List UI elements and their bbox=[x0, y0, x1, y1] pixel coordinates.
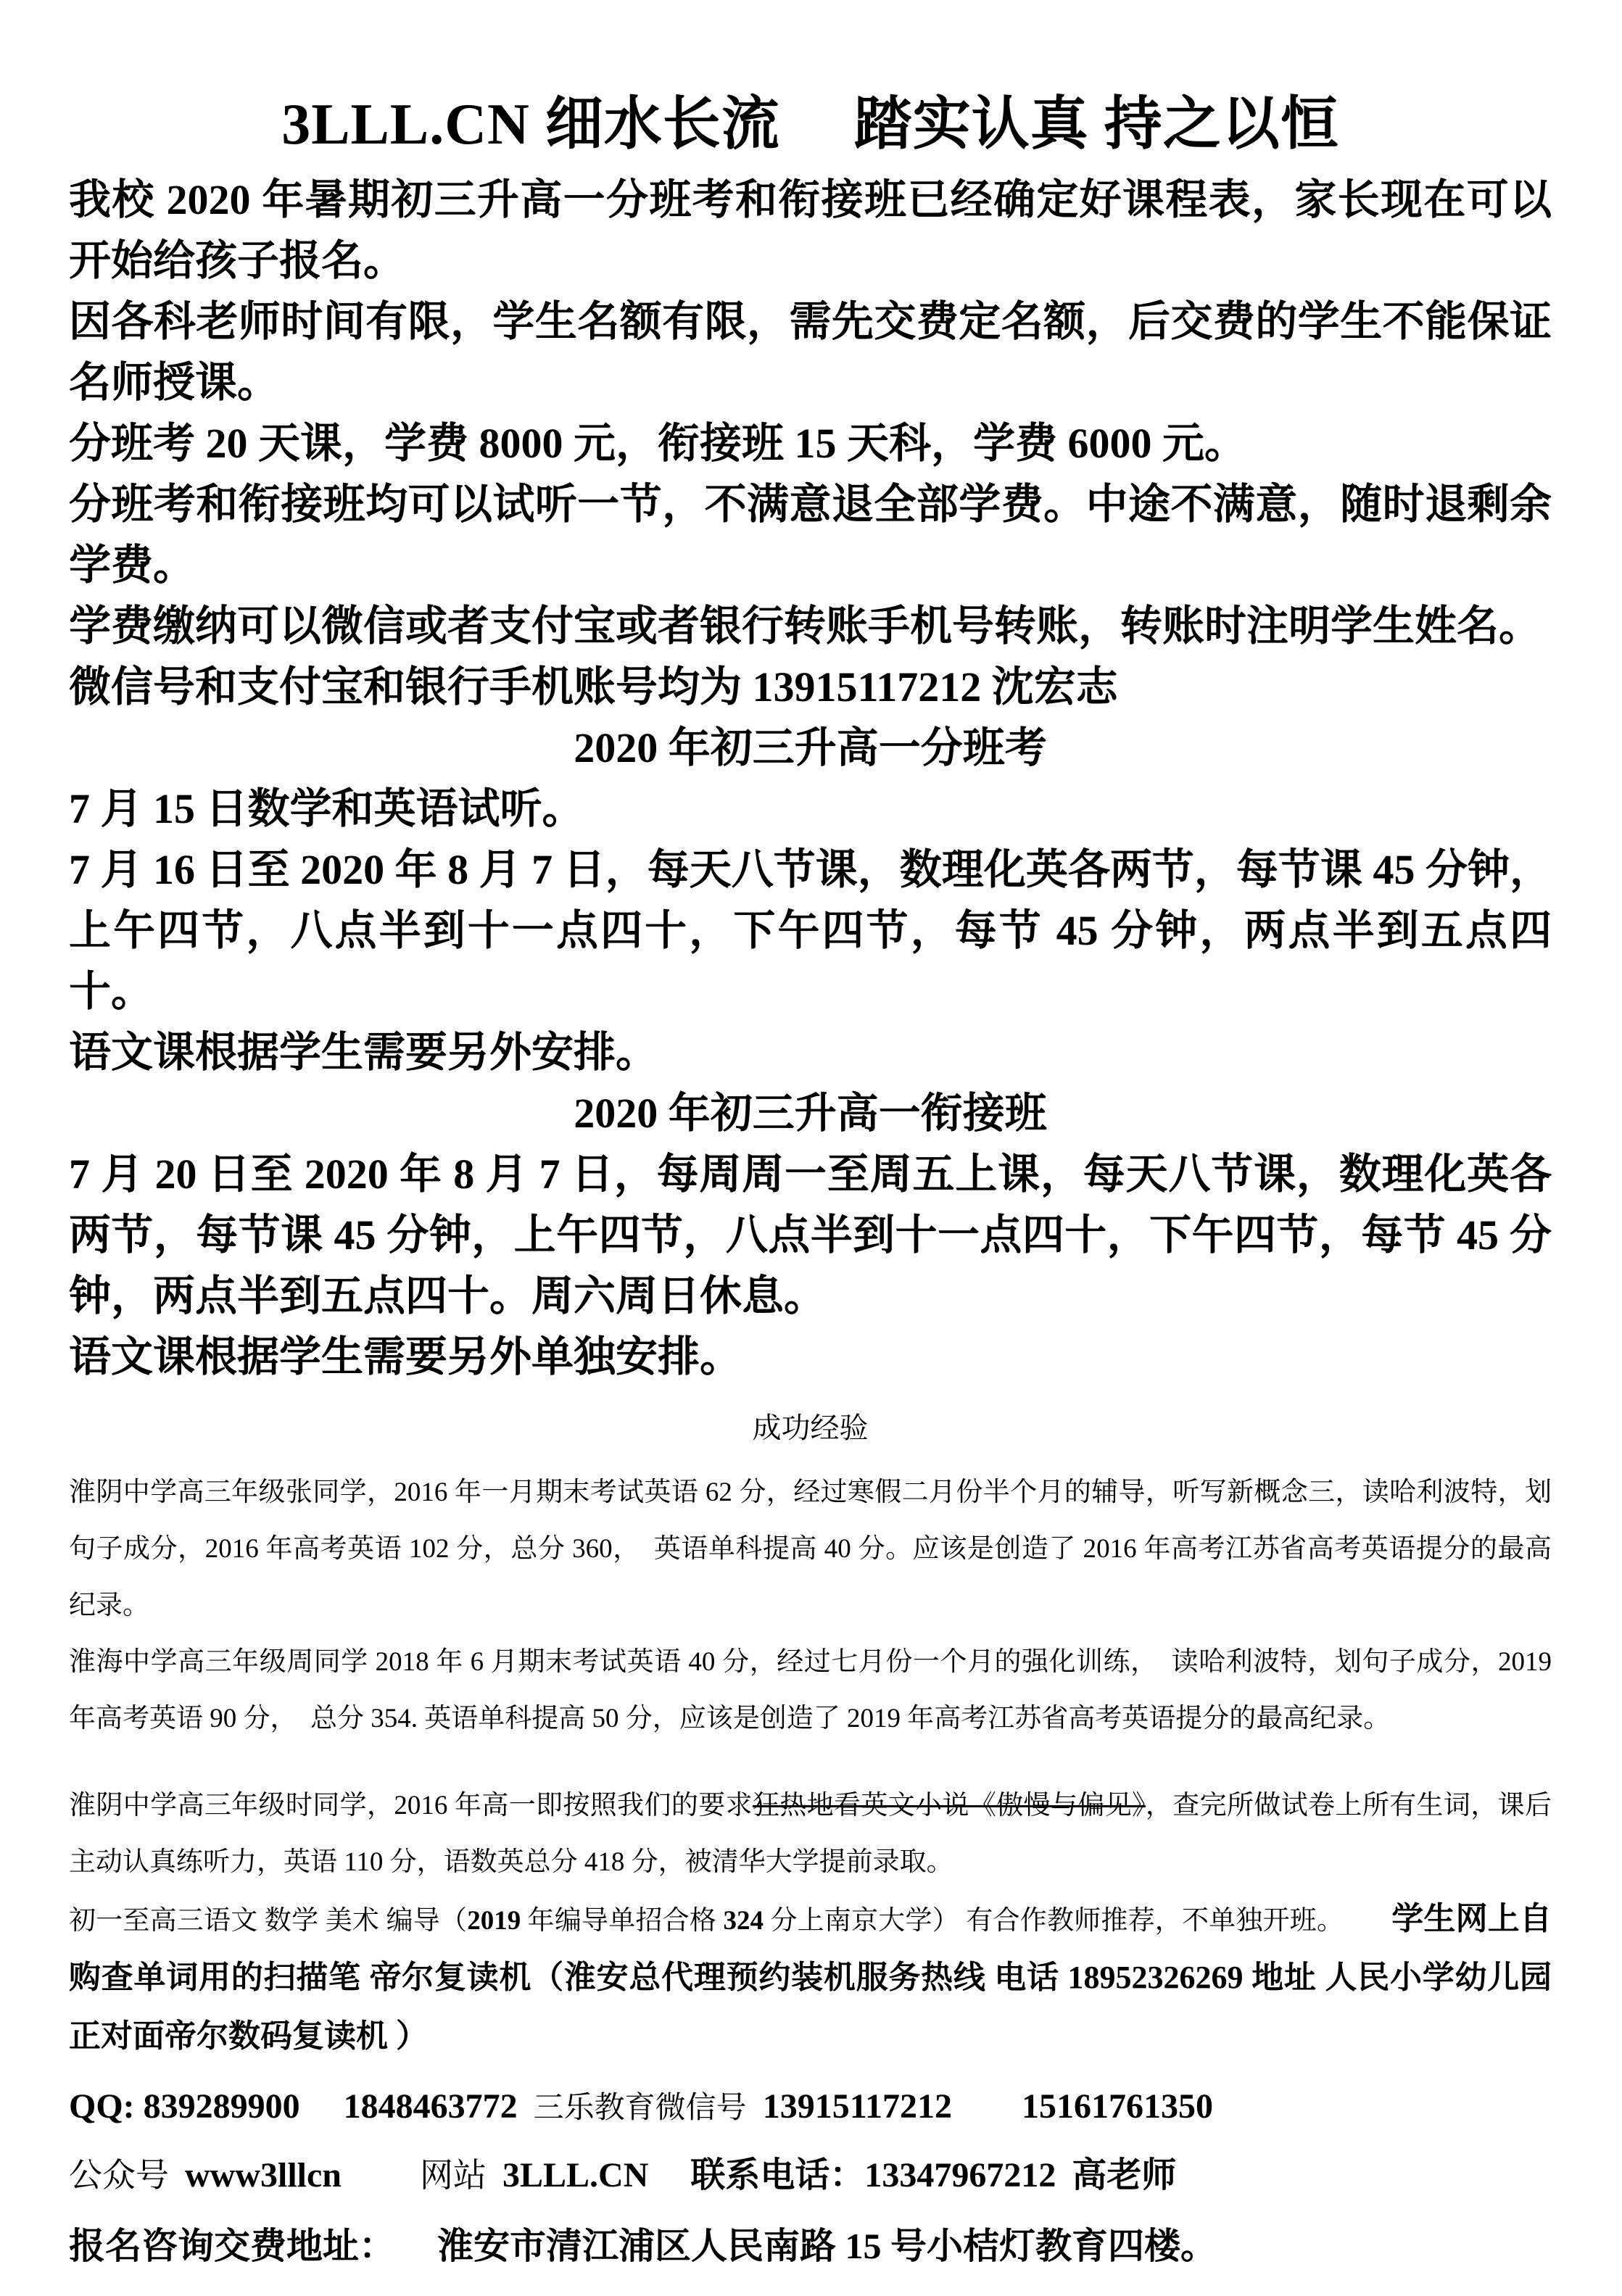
bridge-class-heading: 2020 年初三升高一衔接班 bbox=[574, 1090, 1047, 1137]
courses-year-number: 2019 bbox=[467, 1906, 521, 1936]
success-story-3-strikethrough: 狂热地看英文小说《傲慢与偏见》 bbox=[752, 1791, 1146, 1820]
address-line bbox=[69, 2219, 1552, 2282]
courses-text-2: 年编导单招合格 bbox=[521, 1906, 724, 1936]
website-value: 3LLL.CN bbox=[502, 2156, 649, 2195]
success-story-3-tail: ，查完所做试卷上所有生词，课后主动认真练听力，英语 110 分，语数英总分 418 分，被清华大学提前录取。 bbox=[69, 1791, 1552, 1877]
wechat-label: 三乐教育微信号 bbox=[533, 2090, 747, 2124]
intro-paragraph-1: 我校 2020 年暑期初三升高一分班考和衔接班已经确定好课程表，家长现在可以开始给孩子报名。 bbox=[69, 176, 1552, 284]
courses-score-number: 324 bbox=[723, 1906, 764, 1936]
placement-exam-heading: 2020 年初三升高一分班考 bbox=[574, 724, 1047, 771]
success-story-3-lead: 淮阴中学高三年级时同学，2016 年高一即按照我们的要求 bbox=[69, 1791, 753, 1820]
phone-label: 联系电话： bbox=[690, 2156, 865, 2195]
scanner-pen-notice: 学生网上自购查单词用的扫描笔 帝尔复读机（淮安总代理预约装机服务热线 电话 18952326269 地址 人民小学幼儿园正对面帝尔数码复读机 ） bbox=[69, 1901, 1552, 2054]
placement-paragraph-2: 7 月 16 日至 2020 年 8 月 7 日，每天八节课，数理化英各两节，每节课 45 分钟，上午四节，八点半到十一点四十，下午四节，每节 45 分钟，两点半到五点四十。 bbox=[69, 846, 1552, 1015]
intro-paragraph-4: 分班考和衔接班均可以试听一节，不满意退全部学费。中途不满意，随时退剩余学费。 bbox=[69, 481, 1552, 589]
success-story-3 bbox=[69, 1778, 1552, 1891]
intro-paragraph-3: 分班考 20 天课，学费 8000 元，衔接班 15 天科，学费 6000 元。 bbox=[69, 420, 1247, 467]
success-stories-heading: 成功经验 bbox=[752, 1412, 869, 1444]
address-value: 淮安市清江浦区人民南路 15 号小桔灯教育四楼。 bbox=[437, 2226, 1217, 2266]
channel-contact-line bbox=[69, 2150, 1552, 2209]
phone-number: 13347967212 bbox=[864, 2156, 1056, 2195]
bridge-paragraph-1: 7 月 20 日至 2020 年 8 月 7 日，每周周一至周五上课，每天八节课，数理化英各两节，每节课 45 分钟，上午四节，八点半到十一点四十，下午四节，每节 45 分钟，两点半到五点四十。周六周日休息。 bbox=[69, 1151, 1552, 1319]
courses-text-1: 初一至高三语文 数学 美术 编导（ bbox=[69, 1906, 468, 1936]
contact-person: 高老师 bbox=[1072, 2156, 1177, 2195]
address-label: 报名咨询交费地址： bbox=[69, 2226, 395, 2266]
intro-paragraph-2: 因各科老师时间有限，学生名额有限，需先交费定名额，后交费的学生不能保证名师授课。 bbox=[69, 298, 1552, 406]
success-story-2: 淮海中学高三年级周同学 2018 年 6 月期末考试英语 40 分，经过七月份一个月的强化训练， 读哈利波特，划句子成分，2019 年高考英语 90 分， 总分 354. 英语单科提高 50 分，应该是创造了 2019 年高考江苏省高考英语提分的最高纪录。 bbox=[69, 1647, 1552, 1733]
placement-paragraph-3: 语文课根据学生需要另外安排。 bbox=[69, 1029, 658, 1076]
qq-contact-line bbox=[69, 2081, 1552, 2140]
official-account-label: 公众号 bbox=[69, 2157, 169, 2194]
intro-paragraph-6: 微信号和支付宝和银行手机账号均为 13915117212 沈宏志 bbox=[69, 663, 1118, 710]
wechat-numbers: 13915117212 15161761350 bbox=[762, 2087, 1214, 2126]
bridge-paragraph-2: 语文课根据学生需要另外单独安排。 bbox=[69, 1333, 742, 1380]
placement-paragraph-1: 7 月 15 日数学和英语试听。 bbox=[69, 785, 584, 832]
courses-text-3: 分上南京大学） 有合作教师推荐，不单独开班。 bbox=[764, 1906, 1344, 1936]
official-account-value: www3lllcn bbox=[185, 2156, 342, 2195]
success-story-1: 淮阴中学高三年级张同学，2016 年一月期末考试英语 62 分，经过寒假二月份半个月的辅导，听写新概念三，读哈利波特，划句子成分，2016 年高考英语 102 分，总分 360， 英语单科提高 40 分。应该是创造了 2016 年高考江苏省高考英语提分的最高纪录。 bbox=[69, 1478, 1552, 1620]
qq-numbers: QQ: 839289900 1848463772 bbox=[69, 2087, 518, 2126]
other-courses-paragraph bbox=[69, 1891, 1552, 2067]
intro-paragraph-5: 学费缴纳可以微信或者支付宝或者银行转账手机号转账，转账时注明学生姓名。 bbox=[69, 602, 1542, 650]
page-title: 3LLL.CN 细水长流 踏实认真 持之以恒 bbox=[281, 93, 1339, 157]
website-label: 网站 bbox=[420, 2157, 487, 2194]
